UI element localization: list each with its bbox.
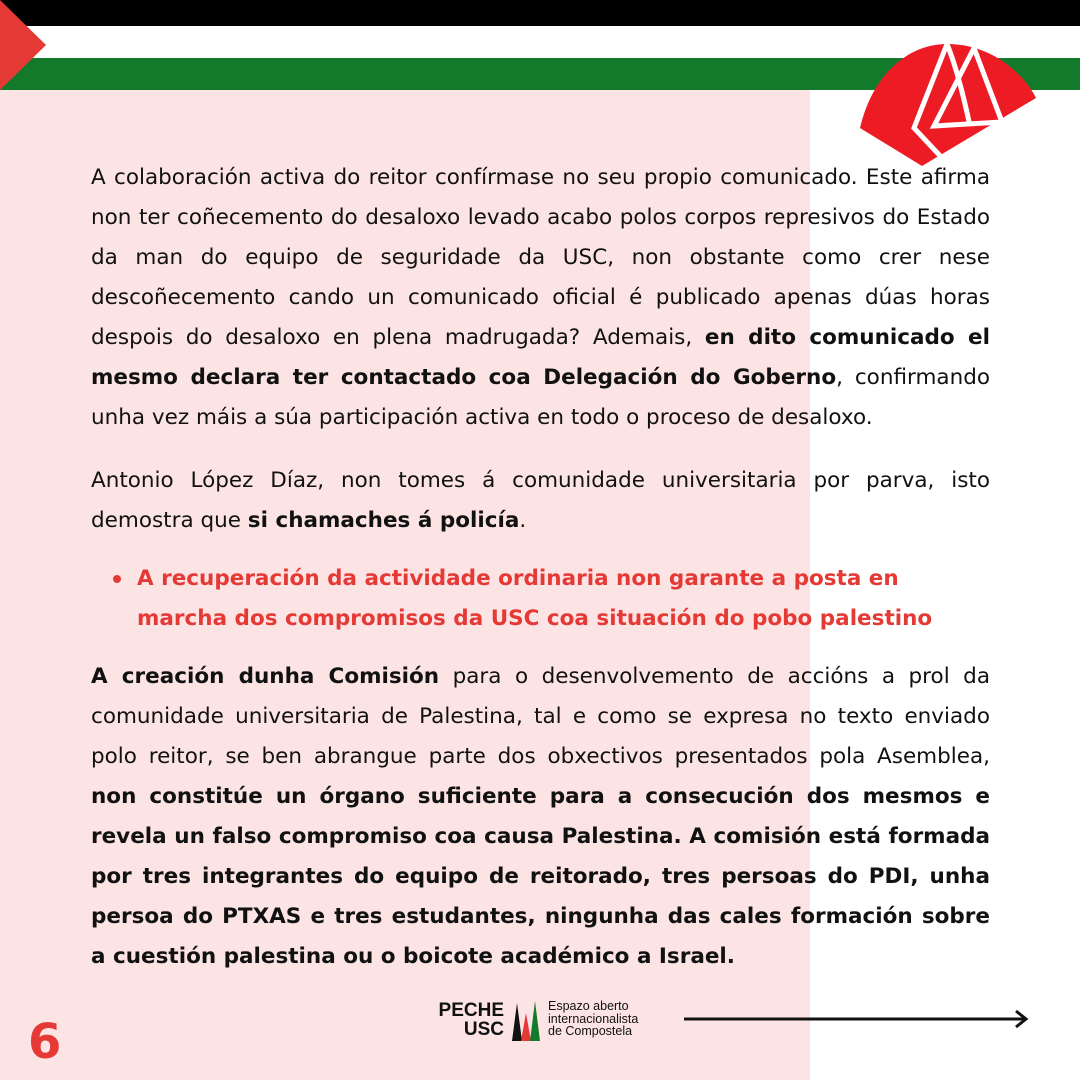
logo-line-peche: PECHE <box>438 1000 504 1021</box>
bullet-dot-icon <box>113 575 121 583</box>
tagline-line: de Compostela <box>548 1024 633 1038</box>
paragraph-bold-text: non constitúe un órgano suficiente para a consecución dos mesmos e revela un falso compromiso coa causa Palestina. A comisión está formada por tres integrantes do equipo de reitorado, tres persoas do PDI, unha persoa do PTXAS e tres estudantes, ningunha das cales formación sobre a cuestión palestina ou o boicote académico a Israel. <box>91 784 990 969</box>
bullet-text: A recuperación da actividade ordinaria non garante a posta en marcha dos compromisos da USC coa situación do pobo palestino <box>137 566 933 631</box>
tagline-line: Espazo aberto <box>548 999 629 1013</box>
logo-peche-usc <box>428 1001 504 1039</box>
paragraph-text: A colaboración activa do reitor confírmase no seu propio comunicado. Este afirma non ter coñecemento do desaloxo levado acabo polos corpos represivos do Estado da man do equipo de seguridade da USC, non obstante como crer nese descoñecemento cando un comunicado oficial é publicado apenas dúas horas despois do desaloxo en plena madrugada? Ademais, <box>91 165 990 350</box>
logo-tagline <box>548 1000 688 1038</box>
arrow-right-icon[interactable] <box>682 1008 1032 1030</box>
paragraph-bold-text: A creación dunha Comisión <box>91 664 440 689</box>
paragraph-comision <box>91 657 990 977</box>
paragraph-text: , confirmando unha vez máis a súa participación activa en todo o proceso de desaloxo. <box>91 365 990 430</box>
bullet-heading <box>91 559 990 639</box>
paragraph-bold-text: si chamaches á policía <box>247 508 520 533</box>
paragraph-text: . <box>519 508 527 533</box>
tagline-line: internacionalista <box>548 1011 639 1026</box>
paragraph-text: para o desenvolvemento de accións a prol da comunidade universitaria de Palestina, tal e como se expresa no texto enviado polo reitor, se ben abrangue parte dos obxectivos presentados pola Asemblea, <box>91 664 990 769</box>
article-body <box>91 158 990 977</box>
logo-line-usc: USC <box>463 1019 504 1040</box>
page-number: 6 <box>28 1014 62 1070</box>
peche-usc-logo-mark <box>511 999 541 1041</box>
paragraph-bold-text: en dito comunicado el mesmo declara ter contactado coa Delegación do Goberno <box>91 325 990 390</box>
paragraph-reitor-comunicado <box>91 158 990 438</box>
paragraph-antonio-lopez <box>91 461 990 541</box>
paragraph-text: Antonio López Díaz, non tomes á comunidade universitaria por parva, isto demostra que <box>91 468 990 533</box>
flag-triangle <box>0 0 46 90</box>
tent-icon <box>852 36 1042 172</box>
flag-stripe-black <box>0 0 1080 26</box>
